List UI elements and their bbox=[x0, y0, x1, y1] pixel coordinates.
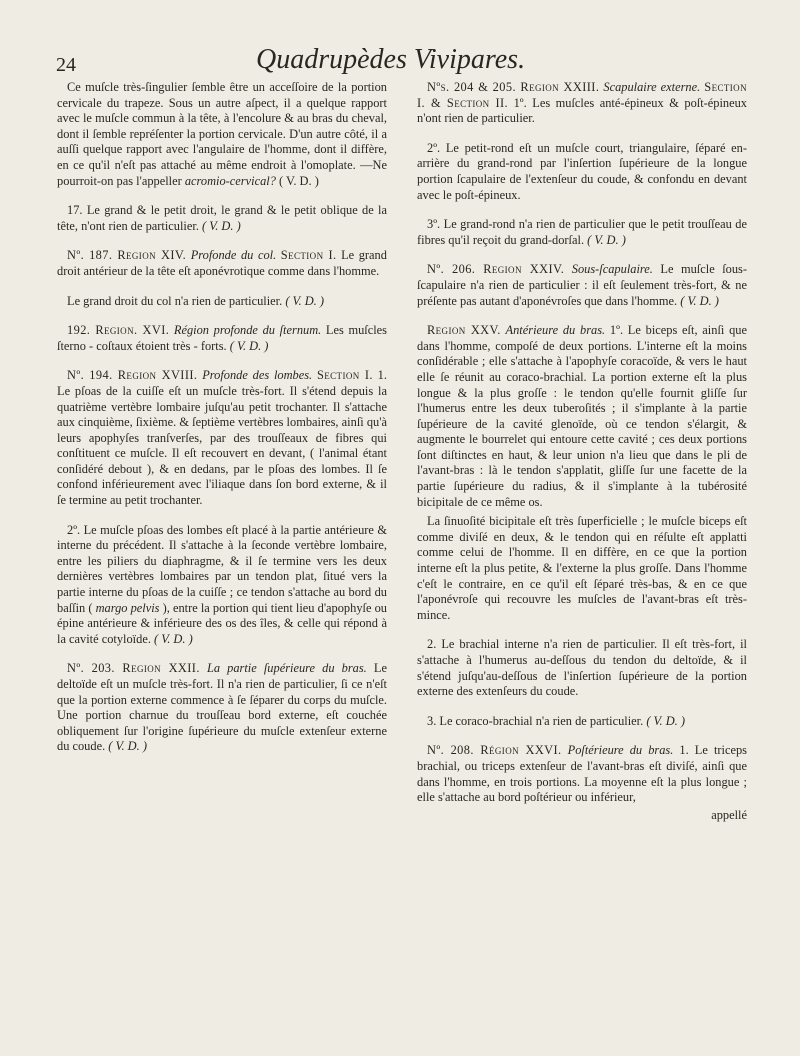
author-mark: ( V. D. ) bbox=[202, 218, 241, 233]
paragraph bbox=[417, 217, 747, 248]
paragraph bbox=[417, 714, 747, 730]
catchword bbox=[417, 808, 747, 824]
paragraph bbox=[417, 637, 747, 699]
paragraph-text: La ſinuoſité bicipitale eſt très ſuperficielle ; le muſcle biceps eſt comme diviſé en deux, & le tendon qui en réſulte eſt applatti comme celui de l'homme. Il en diffère, en ce que la portion interne eſt la plus petite, & l'externe la plus groſſe. Dans l'homme c'eſt le contraire, en ce qu'il eſt ſéparé très-bas, & en ce que l'aponévroſe qui recouvre les muſcles de l'avant-bras eſt très-mince. bbox=[417, 514, 747, 622]
italic-term: Sous-ſcapulaire. bbox=[571, 262, 653, 277]
paragraph-text: 2º. Le petit-rond eſt un muſcle court, triangulaire, ſéparé en-arrière du grand-rond par l'inſertion ſupérieure de la longue portion ſcapulaire de l'extenſeur du coude, & confondu en devant avec le poſt-épineux. bbox=[417, 140, 747, 202]
italic-term: Scapulaire externe. bbox=[603, 80, 701, 94]
paragraph-text: 1. Le pſoas de la cuiſſe eſt un muſcle très-fort. Il s'étend depuis la quatrième vertèbre lombaire juſqu'au petit trochanter. Il s'attache aux cinquième, ſixième. & ſeptième vertèbres lombaires, ainſi qu'à leurs apophyſes tranſverſes, par des trouſſeaux de fibres qui conſtituent ce muſcle. Il eſt recouvert en devant, ( l'animal étant conſidéré debout ), & en dedans, par le pſoas des lombes. Il ſe confond inférieurement avec l'iliaque dans ſon bord externe, & il ſe termine au petit trochanter. bbox=[57, 368, 387, 508]
paragraph bbox=[57, 294, 387, 310]
italic-term: Région profonde du ſternum. bbox=[173, 323, 322, 338]
paragraph-text: 17. Le grand & le petit droit, le grand & le petit oblique de la tête, n'ont rien de particulier. bbox=[57, 203, 387, 233]
author-mark: ( V. D. ) bbox=[279, 173, 319, 188]
paragraph-text: Le grand droit antérieur de la tête eſt aponévrotique comme dans l'homme. bbox=[57, 248, 387, 278]
paragraph-text: Les muſcles ſterno - coſtaux étoient très - forts. bbox=[57, 323, 387, 353]
italic-term: Profonde du col. bbox=[190, 248, 277, 263]
paragraph-text: 2º. Le muſcle pſoas des lombes eſt placé à la partie antérieure & interne du précédent. Il s'attache à la ſeconde vertèbre lombaire, entre les piliers du diaphragme, & il ſe termine vers les deux dernières vertèbres lombaires par un tendon plat, ſitué vers la partie interne du pſoas de la cuiſſe ; ce tendon s'attache au bord du baſſin ( bbox=[57, 522, 387, 615]
right-column bbox=[417, 80, 747, 823]
paragraph bbox=[57, 661, 387, 755]
italic-term: Antérieure du bras. bbox=[505, 323, 606, 338]
paragraph bbox=[57, 323, 387, 354]
author-mark: ( V. D. ) bbox=[154, 631, 193, 646]
section-heading: Region XXV. bbox=[427, 323, 501, 338]
paragraph bbox=[417, 743, 747, 805]
italic-term: acromio-cervical? bbox=[184, 173, 276, 188]
paragraph-text: Le muſcle ſous-ſcapulaire n'a rien de particulier : il eſt ſeulement très-fort, & ne préſente pas autant d'aponévroſes que dans l'homme. bbox=[417, 262, 747, 308]
paragraph bbox=[57, 203, 387, 234]
section-heading: Nº. 187. Region XIV. bbox=[67, 248, 187, 263]
section-heading: Nº. 206. Region XXIV. bbox=[427, 262, 565, 277]
paragraph bbox=[417, 141, 747, 203]
paragraph bbox=[57, 248, 387, 279]
paragraph-text: ), entre la portion qui tient lieu d'apophyſe ou épine antérieure & inférieure des os des îles, & celle qui répond à la cavité cotyloïde. bbox=[57, 600, 387, 646]
paragraph-text: 3º. Le grand-rond n'a rien de particulier que le petit trouſſeau de fibres qu'il reçoit du grand-dorſal. bbox=[417, 217, 747, 247]
italic-term: La partie ſupérieure du bras. bbox=[206, 661, 367, 676]
left-column bbox=[57, 80, 387, 769]
author-mark: ( V. D. ) bbox=[229, 338, 269, 353]
page-number: 24 bbox=[56, 54, 76, 76]
paragraph-text: Ce muſcle très-ſingulier ſemble être un acceſſoire de la portion cervicale du trapeze. Sous un autre aſpect, il a quelque rapport avec le muſcle commun à la tête, à l'encolure & au bras du cheval, dont il ſemble repréſenter la portion cervicale. D'un autre côté, il a auſſi quelque rapport avec l'angulaire de l'homme, dont il diffère, en ce qu'il n'eſt pas attaché au même endroit à l'omoplate. —Ne pourroit-on pas l'appeller bbox=[57, 80, 387, 188]
paragraph-text: 1º. Les muſcles anté-épineux & poſt-épineux n'ont rien de particulier. bbox=[417, 95, 747, 126]
italic-term: Profonde des lombes. bbox=[202, 368, 313, 383]
paragraph bbox=[417, 262, 747, 309]
author-mark: ( V. D. ) bbox=[680, 293, 719, 308]
section-label: Section I. & Section II. bbox=[417, 80, 747, 110]
running-title: Quadrupèdes Vivipares. bbox=[256, 44, 526, 75]
section-heading: Nº. 194. Region XVIII. bbox=[67, 368, 198, 383]
author-mark: ( V. D. ) bbox=[646, 713, 685, 728]
section-heading: Nº. 203. Region XXII. bbox=[67, 661, 200, 676]
paragraph bbox=[417, 514, 747, 623]
section-heading: Nºs. 204 & 205. Region XXIII. bbox=[427, 80, 600, 94]
paragraph bbox=[417, 323, 747, 510]
paragraph-text: Le grand droit du col n'a rien de particulier. bbox=[67, 293, 283, 308]
author-mark: ( V. D. ) bbox=[285, 293, 324, 308]
section-heading: 192. Region. XVI. bbox=[67, 323, 170, 338]
section-heading: Nº. 208. Région XXVI. bbox=[427, 743, 562, 758]
section-label: Section I. bbox=[280, 248, 337, 263]
paragraph-text: Le deltoïde eſt un muſcle très-fort. Il n'a rien de particulier, ſi ce n'eſt que la portion externe commence à ſe ſéparer du corps du muſcle. Une portion charnue du trouſſeau bord externe, eſt couchée obliquement ſur l'origine ſupérieure du muſcle extenſeur externe du coude. bbox=[57, 661, 387, 754]
author-mark: ( V. D. ) bbox=[587, 232, 626, 247]
paragraph-text: 1º. Le biceps eſt, ainſi que dans l'homme, compoſé de deux portions. L'interne eſt la moins conſidérable ; elle s'attache à l'apophyſe coracoïde, & vers le haut elle ſe réunit au coraco-brachial. La portion externe eſt la plus longue & la plus groſſe : le tendon qu'elle fournit gliſſe ſur l'humerus entre les deux tuberoſités ; il s'implante à la partie ſupérieure de la cavité glenoïde, où ce tendon s'élargit, & augmente le bourrelet qui entoure cette cavité ; ces deux portions ſont diſtinctes en haut, & leur union n'a lieu que dans le pli de l'avant-bras : là le tendon s'applatit, gliſſe ſur une facette de la partie ſupérieure du radius, & il s'implante à la tubérosité bicipitale de ce même os. bbox=[417, 323, 747, 509]
italic-term: margo pelvis bbox=[95, 600, 160, 615]
author-mark: ( V. D. ) bbox=[108, 739, 147, 754]
paragraph-text: 1. Le triceps brachial, ou triceps extenſeur de l'avant-bras eſt diviſé, ainſi que dans l'homme, en trois portions. La moyenne eſt la plus longue ; elle s'attache au bord poſtérieur ou inférieur, bbox=[417, 743, 747, 805]
paragraph bbox=[57, 80, 387, 189]
section-label: Section I. bbox=[316, 368, 373, 383]
paragraph bbox=[57, 523, 387, 648]
paragraph-text: 3. Le coraco-brachial n'a rien de particulier. bbox=[427, 713, 644, 728]
paragraph bbox=[417, 80, 747, 127]
paragraph bbox=[57, 368, 387, 508]
italic-term: Poſtérieure du bras. bbox=[567, 743, 674, 758]
page-header bbox=[56, 44, 756, 84]
catchword-text: appellé bbox=[711, 807, 747, 822]
paragraph-text: 2. Le brachial interne n'a rien de particulier. Il eſt très-fort, il s'attache à l'humerus au-deſſous du tendon du deltoïde, & il s'étend juſqu'au-deſſous de l'inſertion ſupérieure de la portion externe des extenſeurs du coude. bbox=[417, 637, 747, 699]
